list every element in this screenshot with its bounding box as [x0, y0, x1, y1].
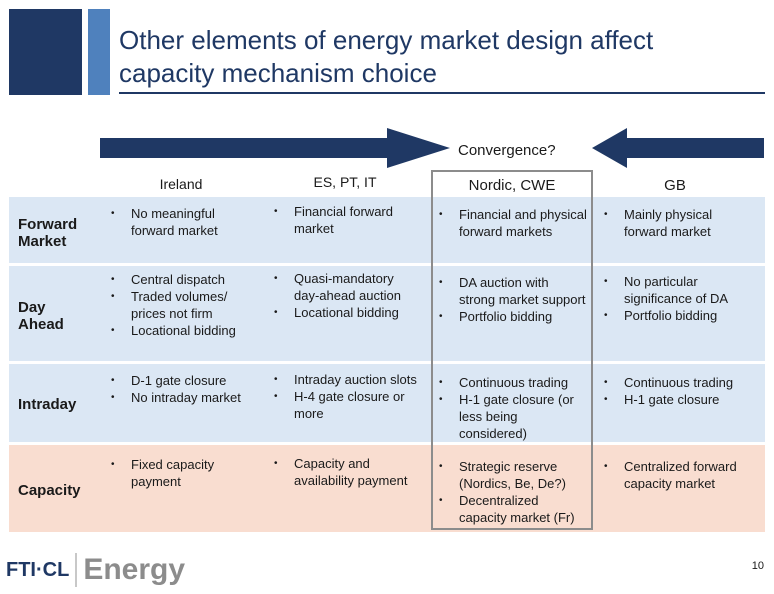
- column-header-nordic-cwe: Nordic, CWE: [468, 177, 556, 194]
- cell-capacity-ireland: [109, 456, 259, 490]
- cell-forward-gb: [602, 206, 752, 240]
- list-item: • Continuous trading: [602, 374, 752, 391]
- list-item: • Central dispatch: [109, 271, 259, 288]
- cell-capacity-gb: [602, 458, 752, 492]
- list-item: • Financial forward market: [272, 203, 422, 237]
- cell-day-ahead-es-pt-it: [272, 270, 422, 321]
- cell-day-ahead-gb: [602, 273, 752, 324]
- row-label-forward-market: Forward Market: [18, 216, 78, 250]
- list-item: • Locational bidding: [272, 304, 422, 321]
- row-label-day-ahead: Day Ahead: [18, 299, 64, 333]
- list-item: • H-4 gate closure or more: [272, 388, 422, 422]
- left-arrow-icon: [592, 128, 764, 168]
- list-item: • H-1 gate closure: [602, 391, 752, 408]
- page-number: 10: [751, 560, 764, 572]
- cell-day-ahead-ireland: [109, 271, 259, 339]
- logo-energy-text: Energy: [83, 553, 186, 586]
- list-item: • Locational bidding: [109, 322, 259, 339]
- list-item: • Financial and physical forward markets: [437, 206, 587, 240]
- list-item: • Traded volumes/ prices not firm: [109, 288, 259, 322]
- list-item: • Fixed capacity payment: [109, 456, 259, 490]
- list-item: • Portfolio bidding: [602, 307, 752, 324]
- list-item: • Portfolio bidding: [437, 308, 587, 325]
- row-label-capacity: Capacity: [18, 482, 81, 499]
- column-header-es-pt-it: ES, PT, IT: [313, 174, 377, 190]
- cell-forward-es-pt-it: [272, 203, 422, 237]
- column-header-ireland: Ireland: [159, 176, 203, 192]
- column-header-gb: GB: [664, 177, 686, 194]
- list-item: • Continuous trading: [437, 374, 587, 391]
- logo-separator: [75, 553, 77, 587]
- nordic-cwe-highlight-box: [431, 170, 593, 530]
- cell-capacity-es-pt-it: [272, 455, 422, 489]
- list-item: • Quasi-mandatory day-ahead auction: [272, 270, 422, 304]
- list-item: • Decentralized capacity market (Fr): [437, 492, 587, 526]
- list-item: • Capacity and availability payment: [272, 455, 422, 489]
- list-item: • H-1 gate closure (or less being considered): [437, 391, 587, 442]
- cell-intraday-ireland: [109, 372, 259, 406]
- convergence-label: Convergence?: [458, 142, 556, 159]
- list-item: • D-1 gate closure: [109, 372, 259, 389]
- cell-forward-ireland: [109, 205, 259, 239]
- logo-fti-cl-text: FTI·CL: [6, 558, 70, 581]
- list-item: • Mainly physical forward market: [602, 206, 752, 240]
- header-block-light: [88, 9, 110, 95]
- header-block-dark: [9, 9, 82, 95]
- company-logo: [6, 552, 185, 588]
- list-item: • DA auction with strong market support: [437, 274, 587, 308]
- cell-intraday-gb: [602, 374, 752, 408]
- list-item: • No particular significance of DA: [602, 273, 752, 307]
- list-item: • No intraday market: [109, 389, 259, 406]
- row-label-intraday: Intraday: [18, 396, 77, 413]
- list-item: • Centralized forward capacity market: [602, 458, 752, 492]
- title-rule: [119, 92, 765, 94]
- slide-title: Other elements of energy market design affect capacity mechanism choice: [119, 25, 654, 88]
- list-item: • Strategic reserve (Nordics, Be, De?): [437, 458, 587, 492]
- right-arrow-icon: [100, 128, 450, 168]
- cell-intraday-es-pt-it: [272, 371, 422, 422]
- list-item: • Intraday auction slots: [272, 371, 422, 388]
- list-item: • No meaningful forward market: [109, 205, 259, 239]
